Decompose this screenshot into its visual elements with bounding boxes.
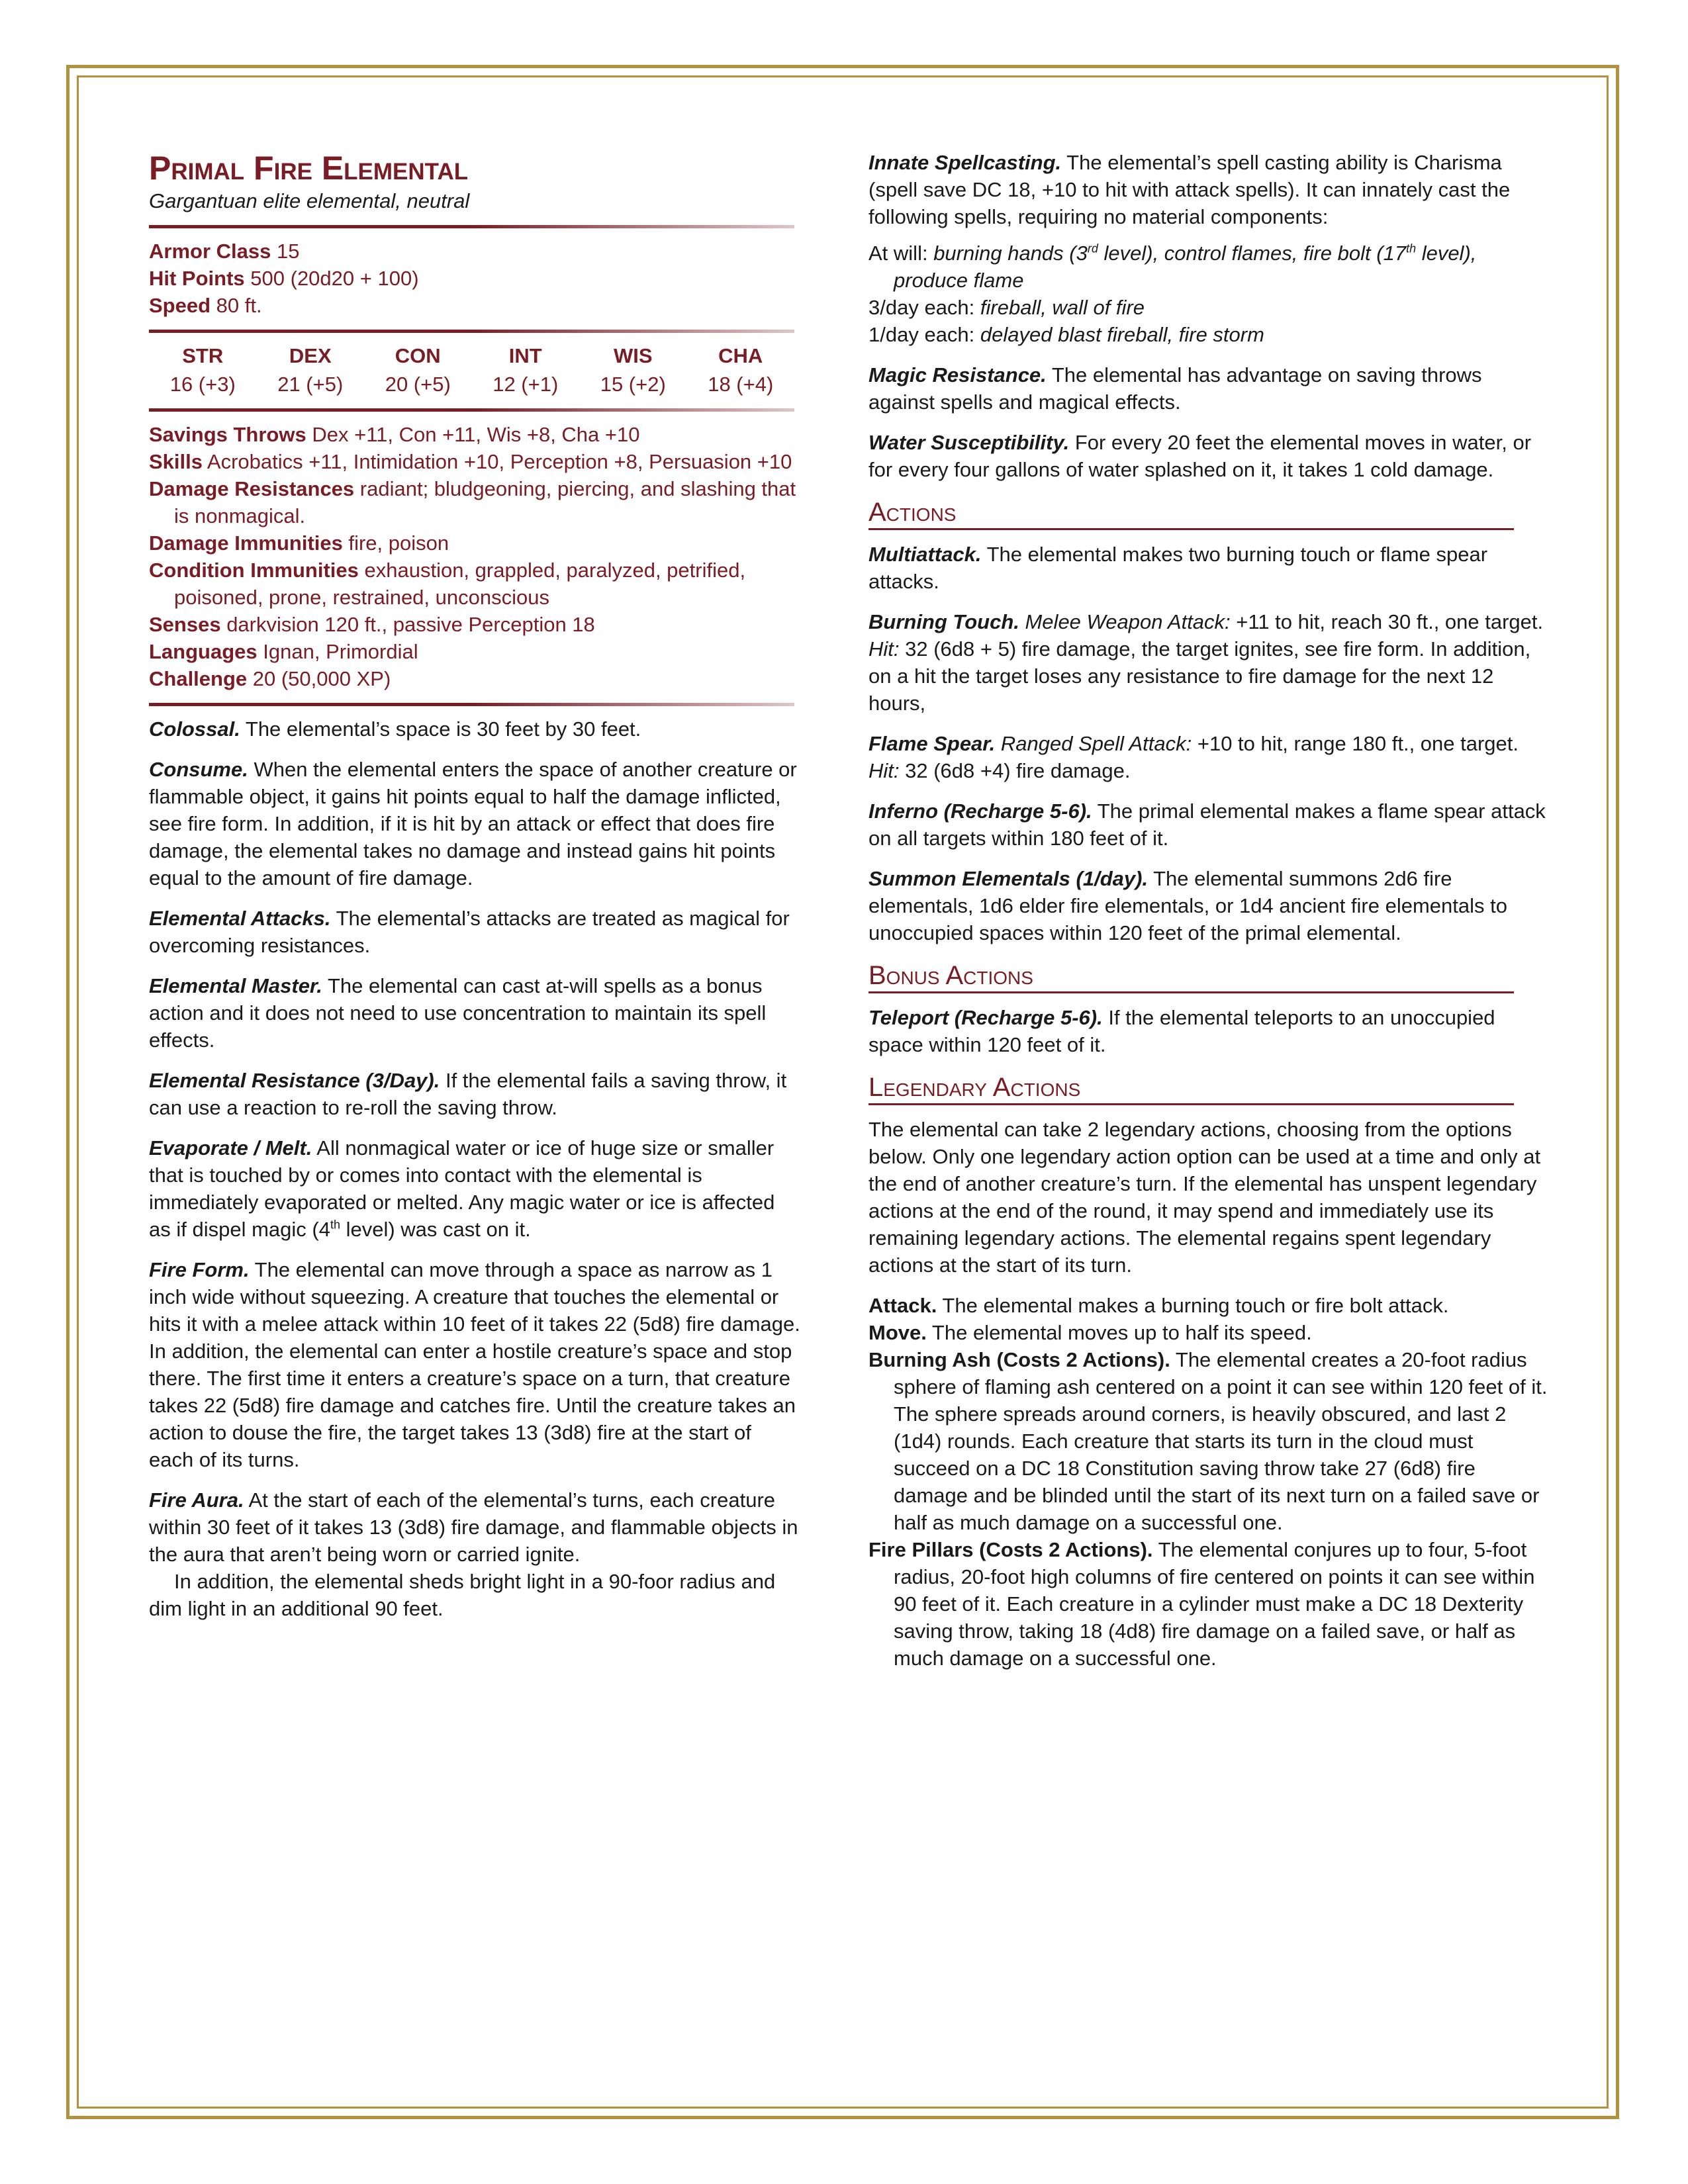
- trait-fire-aura: Fire Aura. At the start of each of the elemental’s turns, each creature within 30 feet of it takes 13 (3d8) fire damage, and flammable objects in the aura that aren’t being worn or carried ignite.: [149, 1488, 798, 1566]
- trait-fire-form: Fire Form. The elemental can move through a space as narrow as 1 inch wide without squeezing. A creature that touches the elemental or hits it with a melee attack within 10 feet of it takes 22 (5d8) fire damage. In addition, the elemental can enter a hostile creature’s space and stop there. The first time it enters a creature’s space on a turn, that creature takes 22 (5d8) fire damage and catches fire. Until the creature takes an action to douse the fire, the target takes 13 (3d8) fire at the start of each of its turns.: [149, 1258, 800, 1471]
- ability-dex-label: DEX: [289, 344, 332, 367]
- damage-immunities: Damage Immunities fire, poison: [149, 531, 449, 555]
- action-burning-touch: Burning Touch. Melee Weapon Attack: +11 to hit, reach 30 ft., one target. Hit: 32 (6d8 + 5) fire damage, the target ignites, see fire form. In addition, on a hit the target loses any resistance to fire damage for the next 12 hours,: [868, 610, 1544, 715]
- legendary-move: Move. The elemental moves up to half its speed.: [868, 1321, 1312, 1344]
- trait-innate-spellcasting: Innate Spellcasting. The elemental’s spell casting ability is Charisma (spell save DC 18, +10 to hit with attack spells). It can innately cast the following spells, requiring no material components:: [868, 151, 1511, 228]
- condition-immunities: Condition Immunities exhaustion, grappled, paralyzed, petrified, poisoned, prone, restrained, unconscious: [149, 559, 746, 609]
- legendary-fire-pillars: Fire Pillars (Costs 2 Actions). The elemental conjures up to four, 5-foot radius, 20-foot high columns of fire centered on points it can see within 90 feet of it. Each creature in a cylinder must make a DC 18 Dexterity saving throw, taking 18 (4d8) fire damage on a failed save, or half as much damage on a successful one.: [868, 1538, 1535, 1670]
- divider: [149, 703, 794, 706]
- ability-str-label: STR: [182, 344, 224, 367]
- ability-scores: [149, 371, 794, 398]
- ability-cha-label: CHA: [718, 344, 763, 367]
- actions-heading: Actions: [868, 496, 1514, 530]
- languages: Languages Ignan, Primordial: [149, 640, 418, 663]
- skills: Skills Acrobatics +11, Intimidation +10, Perception +8, Persuasion +10: [149, 450, 792, 473]
- ability-dex-value: 21 (+5): [277, 373, 344, 396]
- action-flame-spear: Flame Spear. Ranged Spell Attack: +10 to hit, range 180 ft., one target. Hit: 32 (6d8 +4) fire damage.: [868, 732, 1519, 782]
- action-multiattack: Multiattack. The elemental makes two burning touch or flame spear attacks.: [868, 543, 1488, 593]
- creature-type: Gargantuan elite elemental, neutral: [149, 189, 470, 212]
- trait-evaporate-melt: Evaporate / Melt. All nonmagical water or ice of huge size or smaller that is touched by or comes into contact with the elemental is immediately evaporated or melted. Any magic water or ice is affected as if dispel magic (4th level) was cast on it.: [149, 1136, 775, 1241]
- trait-consume: Consume. When the elemental enters the space of another creature or flammable object, it gains hit points equal to half the damage inflicted, see fire form. In addition, if it is hit by an attack or effect that does fire damage, the elemental takes no damage and instead gains hit points equal to the amount of fire damage.: [149, 758, 797, 889]
- armor-class: Armor Class 15: [149, 240, 300, 263]
- trait-elemental-resistance: Elemental Resistance (3/Day). If the elemental fails a saving throw, it can use a reaction to re-roll the saving throw.: [149, 1069, 787, 1119]
- hit-points: Hit Points 500 (20d20 + 100): [149, 267, 419, 290]
- damage-resistances: Damage Resistances radiant; bludgeoning, piercing, and slashing that is nonmagical.: [149, 477, 796, 527]
- legendary-attack: Attack. The elemental makes a burning touch or fire bolt attack.: [868, 1294, 1449, 1317]
- ability-con-value: 20 (+5): [385, 373, 451, 396]
- action-summon-elementals: Summon Elementals (1/day). The elemental summons 2d6 fire elementals, 1d6 elder fire elementals, or 1d4 ancient fire elementals to unoccupied spaces within 120 feet of the primal elemental.: [868, 867, 1507, 944]
- senses: Senses darkvision 120 ft., passive Perception 18: [149, 613, 595, 636]
- bonus-action-teleport: Teleport (Recharge 5-6). If the elemental teleports to an unoccupied space within 120 feet of it.: [868, 1006, 1495, 1056]
- divider: [149, 330, 794, 333]
- spells-3-per-day: 3/day each: fireball, wall of fire: [868, 296, 1145, 319]
- legendary-actions-heading: Legendary Actions: [868, 1071, 1514, 1105]
- stat-block-title: Primal Fire Elemental: [149, 150, 469, 187]
- bonus-actions-heading: Bonus Actions: [868, 960, 1514, 993]
- ability-int-value: 12 (+1): [492, 373, 559, 396]
- right-column: [868, 149, 1550, 1672]
- spells-1-per-day: 1/day each: delayed blast fireball, fire storm: [868, 323, 1264, 346]
- ability-con-label: CON: [395, 344, 441, 367]
- ability-str-value: 16 (+3): [169, 373, 236, 396]
- divider: [149, 408, 794, 412]
- ability-int-label: INT: [508, 344, 542, 367]
- divider: [149, 225, 794, 228]
- trait-elemental-attacks: Elemental Attacks. The elemental’s attacks are treated as magical for overcoming resistances.: [149, 907, 790, 957]
- legendary-intro: The elemental can take 2 legendary actions, choosing from the options below. Only one legendary action option can be used at a time and only at the end of another creature’s turn. If the elemental has unspent legendary actions at the end of the round, it may spend and immediately use its remaining legendary actions. The elemental regains spent legendary actions at the start of its turn.: [868, 1118, 1541, 1277]
- ability-headers: [149, 342, 794, 369]
- trait-fire-aura-light: In addition, the elemental sheds bright light in a 90-foor radius and dim light in an additional 90 feet.: [149, 1570, 776, 1620]
- speed: Speed 80 ft.: [149, 294, 262, 317]
- ability-wis-value: 15 (+2): [600, 373, 666, 396]
- legendary-burning-ash: Burning Ash (Costs 2 Actions). The elemental creates a 20-foot radius sphere of flaming ash centered on a point it can see within 120 feet of it. The sphere spreads around corners, is heavily obscured, and last 2 (1d4) rounds. Each creature that starts its turn in the cloud must succeed on a DC 18 Constitution saving throw take 27 (6d8) fire damage and be blinded until the start of its next turn on a failed save or half as much damage on a successful one.: [868, 1348, 1548, 1534]
- trait-elemental-master: Elemental Master. The elemental can cast at-will spells as a bonus action and it does not need to use concentration to maintain its spell effects.: [149, 974, 767, 1052]
- action-inferno: Inferno (Recharge 5-6). The primal elemental makes a flame spear attack on all targets within 180 feet of it.: [868, 799, 1546, 850]
- trait-colossal: Colossal. The elemental’s space is 30 feet by 30 feet.: [149, 717, 641, 741]
- ability-wis-label: WIS: [613, 344, 653, 367]
- spells-at-will: At will: burning hands (3rd level), control flames, fire bolt (17th level), produce flame: [868, 242, 1477, 292]
- trait-magic-resistance: Magic Resistance. The elemental has advantage on saving throws against spells and magical effects.: [868, 363, 1482, 414]
- ability-cha-value: 18 (+4): [708, 373, 774, 396]
- challenge: Challenge 20 (50,000 XP): [149, 667, 391, 690]
- trait-water-susceptibility: Water Susceptibility. For every 20 feet the elemental moves in water, or for every four gallons of water splashed on it, it takes 1 cold damage.: [868, 431, 1532, 481]
- saving-throws: Savings Throws Dex +11, Con +11, Wis +8, Cha +10: [149, 423, 640, 446]
- left-column: [149, 149, 801, 1622]
